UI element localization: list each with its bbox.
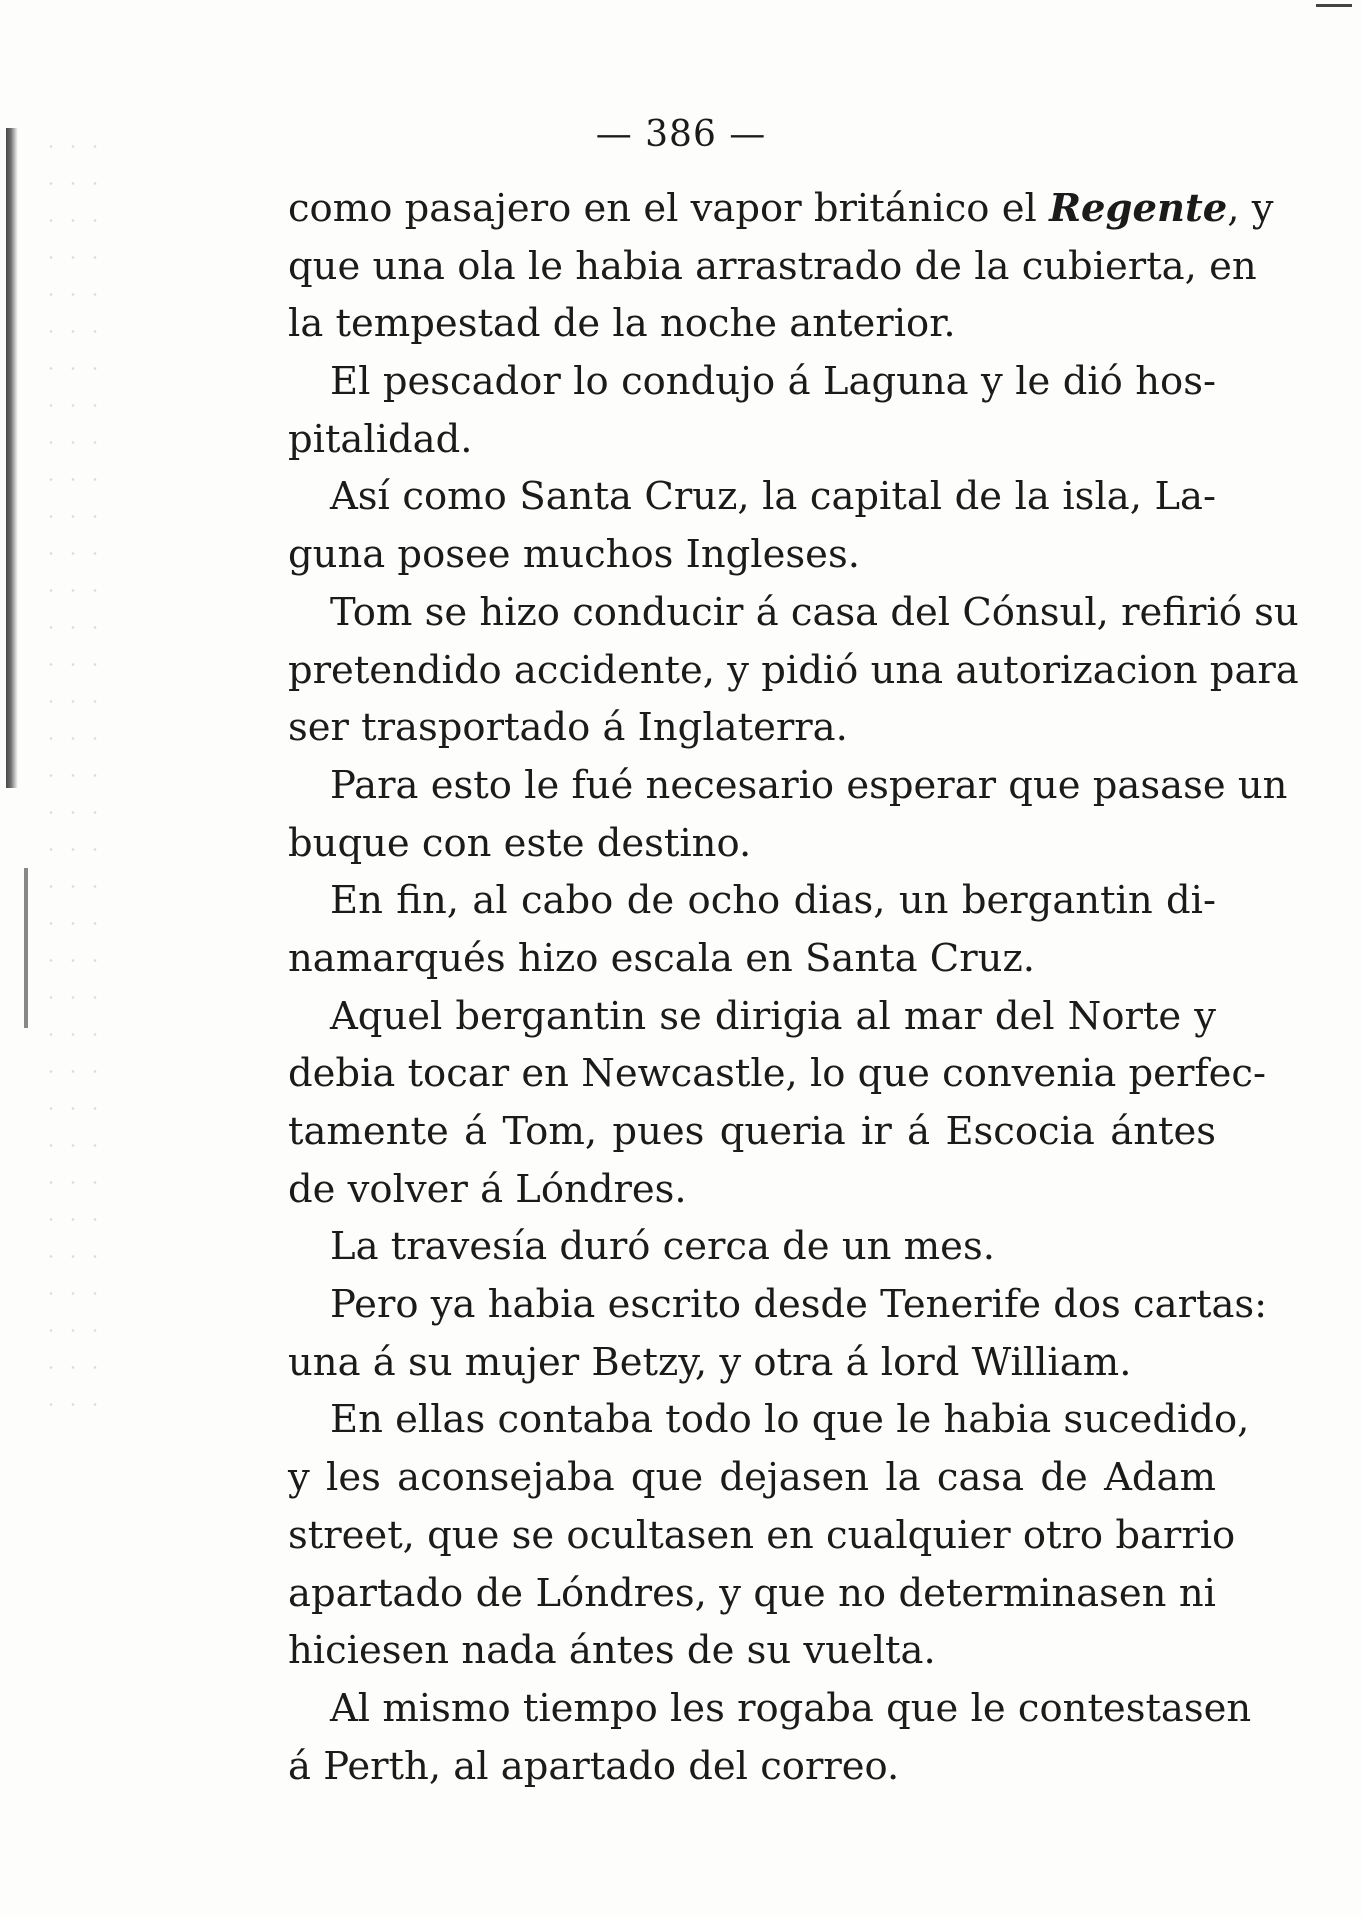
text-line: Al mismo tiempo les rogaba que le contestasen <box>330 1685 1252 1731</box>
text-line: El pescador lo condujo á Laguna y le dió hos- <box>330 359 1216 405</box>
text-line: pretendido accidente, y pidió una autorizacion para <box>288 647 1299 693</box>
text-line: guna posee muchos Ingleses. <box>288 532 860 578</box>
text-line: de volver á Lóndres. <box>288 1166 687 1212</box>
text-line: Para esto le fué necesario esperar que pasase un <box>330 762 1288 808</box>
text-line: Tom se hizo conducir á casa del Cónsul, refirió su <box>330 589 1299 635</box>
text-line-start: como pasajero en el vapor británico el <box>288 186 1050 231</box>
text-line: y les aconsejaba que dejasen la casa de Adam <box>288 1455 1216 1501</box>
ship-name: Regente <box>1049 186 1228 231</box>
text-line: Así como Santa Cruz, la capital de la isla, La- <box>330 474 1216 520</box>
text-line: apartado de Lóndres, y que no determinasen ni <box>288 1570 1216 1616</box>
text-line: la tempestad de la noche anterior. <box>288 301 956 347</box>
text-line: tamente á Tom, pues queria ir á Escocia ántes <box>288 1109 1216 1154</box>
binding-edge-shadow <box>6 128 18 788</box>
text-line: debia tocar en Newcastle, lo que convenia perfec- <box>288 1051 1266 1097</box>
text-line: Pero ya habia escrito desde Tenerife dos cartas: <box>330 1282 1268 1328</box>
page-number: — 386 — <box>595 114 767 155</box>
text-line: namarqués hizo escala en Santa Cruz. <box>288 935 1035 981</box>
text-line: En ellas contaba todo lo que le habia sucedido, <box>330 1397 1250 1443</box>
text-line: street, que se ocultasen en cualquier otro barrio <box>288 1512 1236 1558</box>
text-line: pitalidad. <box>288 416 473 462</box>
text-line: Aquel bergantin se dirigia al mar del Norte y <box>330 993 1216 1039</box>
text-line: buque con este destino. <box>288 820 752 866</box>
text-line <box>288 180 1274 238</box>
margin-specks <box>40 128 100 1428</box>
text-line-end: , y <box>1227 186 1274 231</box>
text-line: La travesía duró cerca de un mes. <box>330 1224 995 1270</box>
text-line: En fin, al cabo de ocho dias, un bergantin di- <box>330 878 1216 924</box>
text-line: hiciesen nada ántes de su vuelta. <box>288 1628 936 1674</box>
text-line: una á su mujer Betzy, y otra á lord William. <box>288 1339 1132 1385</box>
text-line: que una ola le habia arrastrado de la cubierta, en <box>288 243 1257 289</box>
corner-mark <box>1316 4 1352 7</box>
binding-edge-mark <box>24 868 28 1028</box>
text-line: ser trasportado á Inglaterra. <box>288 705 848 751</box>
text-line: á Perth, al apartado del correo. <box>288 1743 900 1789</box>
body-text <box>288 180 1299 1795</box>
